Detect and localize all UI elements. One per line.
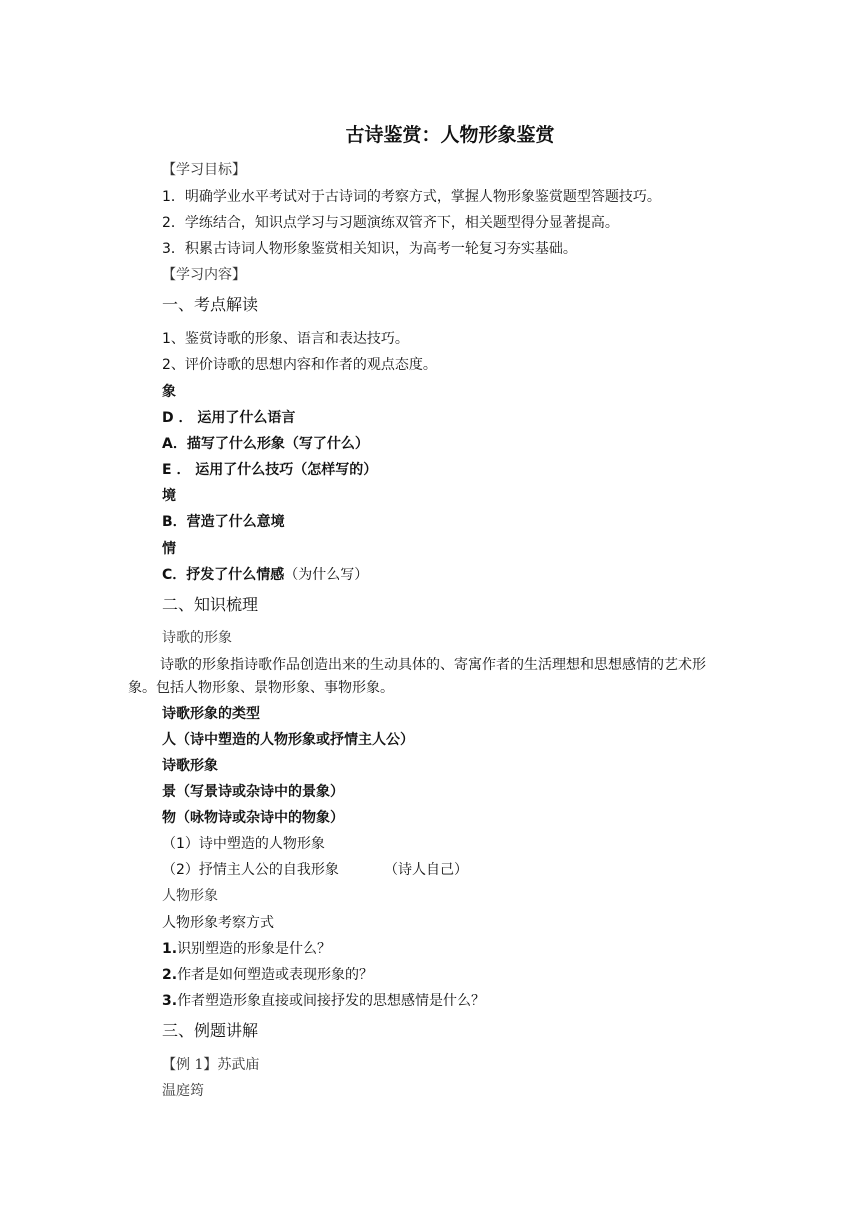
- question-text: 作者塑造形象直接或间接抒发的思想感情是什么？: [177, 993, 486, 1009]
- section1-item: 2、评价诗歌的思想内容和作者的观点态度。: [162, 357, 437, 373]
- label-xiang: 象: [162, 384, 176, 400]
- renwu-type-2-note: （诗人自己）: [384, 862, 468, 878]
- point-b: B．营造了什么意境: [162, 514, 285, 530]
- renwu-type-2: （2）抒情主人公的自我形象: [162, 862, 339, 878]
- section3-heading: 三、例题讲解: [162, 1021, 259, 1040]
- sub-heading-shige-xingxiang: 诗歌的形象: [162, 630, 232, 646]
- renwu-type-1: （1）诗中塑造的人物形象: [162, 836, 325, 852]
- question-number: 2.: [162, 967, 178, 983]
- section1-item: 1、鉴赏诗歌的形象、语言和表达技巧。: [162, 331, 409, 347]
- question-number: 1.: [162, 941, 178, 957]
- type-ren: 人（诗中塑造的人物形象或抒情主人公）: [162, 732, 414, 748]
- types-heading: 诗歌形象的类型: [162, 706, 260, 722]
- question-number: 3.: [162, 993, 178, 1009]
- type-wu: 物（咏物诗或杂诗中的物象）: [162, 810, 344, 826]
- point-c-bold: C．抒发了什么情感: [162, 567, 285, 583]
- example-title: 苏武庙: [217, 1057, 260, 1073]
- point-e: E ． 运用了什么技巧（怎样写的）: [162, 462, 378, 478]
- type-shige: 诗歌形象: [162, 758, 218, 774]
- type-jing: 景（写景诗或杂诗中的景象）: [162, 784, 344, 800]
- point-a: A．描写了什么形象（写了什么）: [162, 436, 369, 452]
- objectives-heading: 【学习目标】: [162, 162, 246, 178]
- section1-heading: 一、考点解读: [162, 295, 259, 314]
- question-text: 作者是如何塑造或表现形象的？: [177, 967, 374, 983]
- question-3: [162, 992, 485, 1010]
- example-author: 温庭筠: [162, 1083, 204, 1099]
- example-heading: [162, 1056, 259, 1074]
- objective-item: 1．明确学业水平考试对于古诗词的考察方式，掌握人物形象鉴赏题型答题技巧。: [162, 189, 661, 205]
- objective-item: 3．积累古诗词人物形象鉴赏相关知识，为高考一轮复习夯实基础。: [162, 241, 577, 257]
- sub-heading-renwu: 人物形象: [162, 888, 218, 904]
- point-c: [162, 566, 368, 584]
- content-heading: 【学习内容】: [162, 267, 246, 283]
- label-qing: 情: [162, 541, 176, 557]
- point-d: D ． 运用了什么语言: [162, 410, 296, 426]
- question-2: [162, 966, 373, 984]
- label-jing: 境: [162, 488, 176, 504]
- section2-heading: 二、知识梳理: [162, 595, 259, 614]
- question-1: [162, 940, 331, 958]
- objective-item: 2．学练结合，知识点学习与习题演练双管齐下，相关题型得分显著提高。: [162, 215, 619, 231]
- point-c-normal: （为什么写）: [284, 567, 369, 583]
- example-label: 【例 1】: [162, 1057, 218, 1073]
- document-title: 古诗鉴赏：人物形象鉴赏: [345, 124, 555, 146]
- question-text: 识别塑造的形象是什么？: [177, 941, 332, 957]
- kaocha-heading: 人物形象考察方式: [162, 915, 274, 931]
- definition-paragraph: 诗歌的形象指诗歌作品创造出来的生动具体的、寄寓作者的生活理想和思想感情的艺术形象。包括人物形象、景物形象、事物形象。: [128, 657, 706, 696]
